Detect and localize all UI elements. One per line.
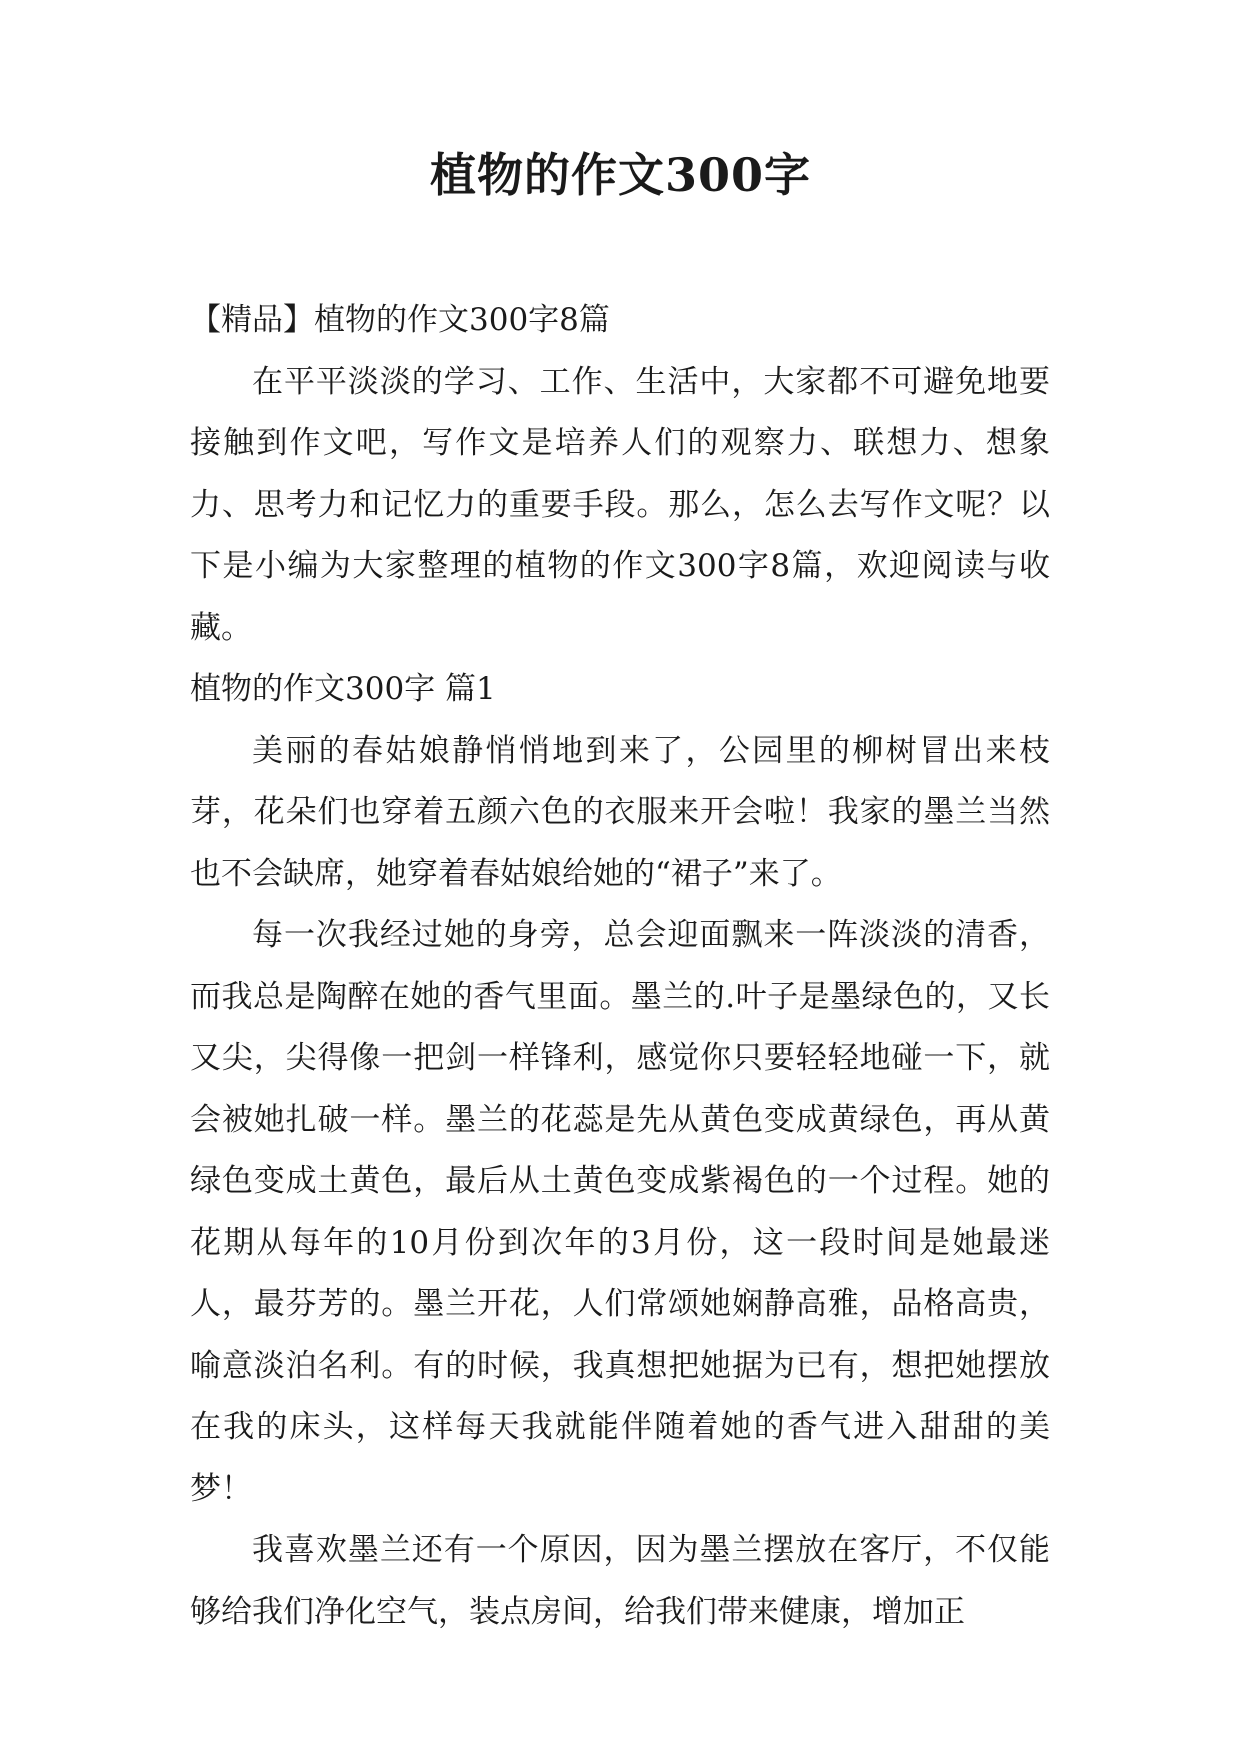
document-subtitle: 【精品】植物的作文300字8篇 <box>190 302 610 338</box>
body-paragraph: 美丽的春姑娘静悄悄地到来了，公园里的柳树冒出来枝芽，花朵们也穿着五颜六色的衣服来开会啦！我家的墨兰当然也不会缺席，她穿着春姑娘给她的“裙子”来了。 <box>190 732 1050 892</box>
intro-paragraph: 在平平淡淡的学习、工作、生活中，大家都不可避免地要接触到作文吧，写作文是培养人们的观察力、联想力、想象力、思考力和记忆力的重要手段。那么，怎么去写作文呢？以下是小编为大家整理的植物的作文300字8篇，欢迎阅读与收藏。 <box>190 363 1050 646</box>
document-body <box>190 290 1050 1643</box>
document-title: 植物的作文300字 <box>429 148 812 202</box>
body-paragraph: 我喜欢墨兰还有一个原因，因为墨兰摆放在客厅，不仅能够给我们净化空气，装点房间，给我们带来健康，增加正 <box>190 1532 1050 1630</box>
section-heading: 植物的作文300字 篇1 <box>190 671 496 707</box>
body-paragraph: 每一次我经过她的身旁，总会迎面飘来一阵淡淡的清香，而我总是陶醉在她的香气里面。墨兰的.叶子是墨绿色的，又长又尖，尖得像一把剑一样锋利，感觉你只要轻轻地碰一下，就会被她扎破一样。墨兰的花蕊是先从黄色变成黄绿色，再从黄绿色变成土黄色，最后从土黄色变成紫褐色的一个过程。她的花期从每年的10月份到次年的3月份，这一段时间是她最迷人，最芬芳的。墨兰开花，人们常颂她娴静高雅，品格高贵，喻意淡泊名利。有的时候，我真想把她据为已有，想把她摆放在我的床头，这样每天我就能伴随着她的香气进入甜甜的美梦！ <box>190 917 1050 1507</box>
